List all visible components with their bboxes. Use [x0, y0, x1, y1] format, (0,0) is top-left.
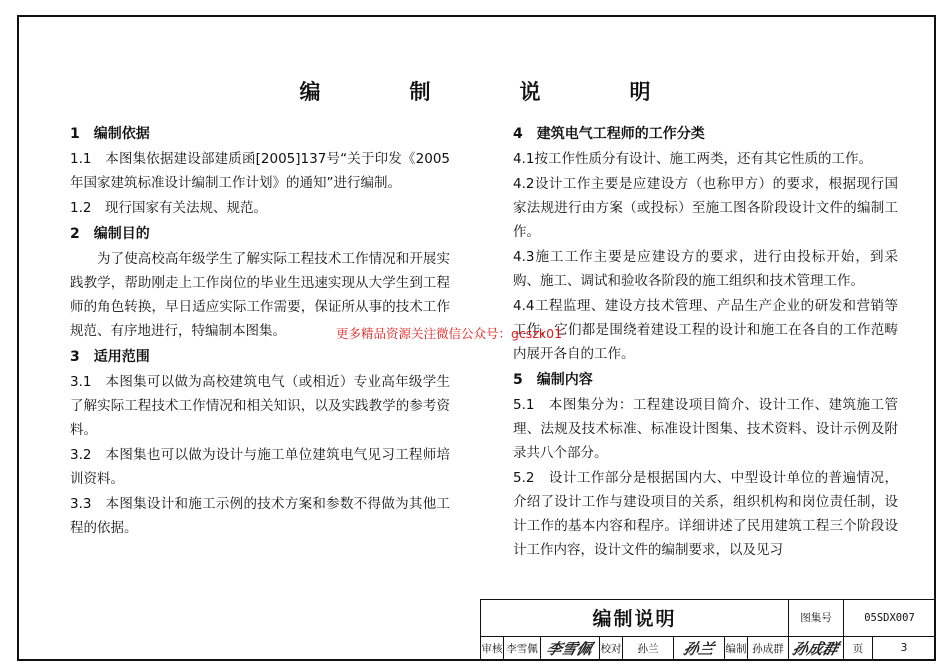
section-2-heading: 2 编制目的 [70, 226, 150, 242]
section-3-heading: 3 适用范围 [70, 349, 150, 365]
section-1-heading: 1 编制依据 [70, 126, 150, 142]
designer-signature-mark: 孙成群 [790, 639, 841, 658]
section-5-2-text: 5.2 设计工作部分是根据国内大、中型设计单位的普遍情况，介绍了设计工作与建设项目的关系，组织机构和岗位责任制，设计工作的基本内容和程序。详细讲述了民用建筑工程三个阶段设计工作内容，设计文件的编制要求，以及见习 [513, 470, 898, 558]
section-4-3-text: 4.3施工工作主要是应建设方的要求，进行由投标开始，到采购、施工、调试和验收各阶段的施工组织和技术管理工作。 [513, 249, 898, 289]
section-5-1-text: 5.1 本图集分为：工程建设项目简介、设计工作、建筑施工管理、法规及技术标准、标准设计图集、技术资料、设计示例及附录共八个部分。 [513, 397, 898, 461]
section-3-2-text: 3.2 本图集也可以做为设计与施工单位建筑电气见习工程师培训资料。 [70, 447, 450, 487]
reviewer-signature [541, 636, 600, 660]
section-1-1-text: 1.1 本图集依据建设部建质函[2005]137号“关于印发《2005年国家建筑标准设计编制工作计划》的通知”进行编制。 [70, 151, 450, 191]
section-4-heading: 4 建筑电气工程师的工作分类 [513, 126, 705, 142]
section-3-3-text: 3.3 本图集设计和施工示例的技术方案和参数不得做为其他工程的依据。 [70, 496, 450, 536]
section-3-1-text: 3.1 本图集可以做为高校建筑电气（或相近）专业高年级学生了解实际工程技术工作情况和相关知识，以及实践教学的参考资料。 [70, 374, 450, 438]
check-label: 校对 [600, 636, 623, 660]
page-title: 编 制 说 明 [299, 80, 685, 104]
checker-signature [674, 636, 725, 660]
atlas-number: 05SDX007 [844, 600, 936, 637]
review-label: 审核 [481, 636, 504, 660]
page-label: 页 [844, 636, 873, 660]
reviewer-name: 李雪佩 [504, 636, 541, 660]
checker-signature-mark: 孙兰 [681, 639, 717, 658]
designer-signature [789, 636, 844, 660]
section-4-4-text: 4.4工程监理、建设方技术管理、产品生产企业的研发和营销等工作，它们都是围绕着建设工程的设计和施工在各自的工作范畴内展开各自的工作。 [513, 298, 898, 362]
right-column [513, 120, 898, 562]
section-4-2-text: 4.2设计工作主要是应建设方（也称甲方）的要求，根据现行国家法规进行由方案（或投标）至施工图各阶段设计文件的编制工作。 [513, 176, 898, 240]
watermark-text: 更多精品资源关注微信公众号：gcszk01 [336, 326, 563, 341]
checker-name: 孙兰 [623, 636, 674, 660]
page-number: 3 [873, 636, 936, 660]
section-4-1-text: 4.1按工作性质分有设计、施工两类，还有其它性质的工作。 [513, 151, 872, 167]
atlas-number-label: 图集号 [789, 600, 844, 637]
designer-name: 孙成群 [748, 636, 789, 660]
title-block [480, 599, 936, 661]
title-block-name: 编制说明 [481, 600, 789, 637]
section-1-2-text: 1.2 现行国家有关法规、规范。 [70, 200, 267, 216]
reviewer-signature-mark: 李雪佩 [544, 639, 595, 658]
section-2-text: 为了使高校高年级学生了解实际工程技术工作情况和开展实践教学，帮助刚走上工作岗位的毕业生迅速实现从大学生到工程师的角色转换，早日适应实际工作需要，保证所从事的技术工作规范、有序地进行，特编制本图集。 [70, 251, 450, 339]
section-5-heading: 5 编制内容 [513, 372, 593, 388]
design-label: 编制 [725, 636, 748, 660]
